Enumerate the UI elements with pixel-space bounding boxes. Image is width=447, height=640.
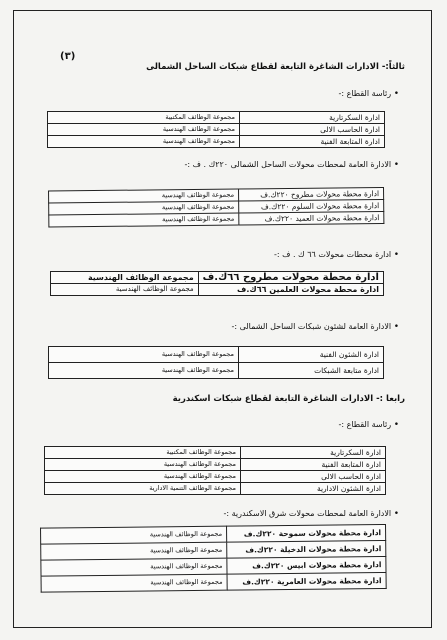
group-6-table <box>40 524 387 593</box>
department-name: ادارة محطة محولات ابيس ٢٢٠ك.ف <box>227 557 386 575</box>
department-name: ادارة السكرتارية <box>240 112 385 124</box>
page-number: (٣) <box>60 51 76 62</box>
job-group: مجموعة الوظائف المكتبية <box>48 112 240 124</box>
department-name: ادارة محطة محولات الدخيلة ٢٢٠ك.ف <box>227 541 386 559</box>
table-row <box>45 483 386 495</box>
group-1-table <box>47 111 385 148</box>
department-name: ادارة الشئون الفنية <box>239 347 384 363</box>
bullet-icon: • <box>393 89 399 99</box>
job-group: مجموعة الوظائف الهندسية <box>45 459 241 471</box>
table-row <box>48 112 385 124</box>
section-4-title: رابعا :- الادارات الشاغرة التابعة لقطاع شبكات اسكندرية <box>172 394 405 404</box>
table-row <box>51 284 384 296</box>
department-name: ادارة الشئون الادارية <box>241 483 386 495</box>
department-name: ادارة محطة محولات العلمين ٦٦ك.ف <box>198 284 383 296</box>
table-row <box>51 272 384 284</box>
group-4-title: • الادارة العامة لشئون شبكات الساحل الشمالى :- <box>231 322 399 332</box>
group-5-title: • رئاسة القطاع :- <box>338 420 399 430</box>
job-group: مجموعة الوظائف الهندسية <box>49 347 239 363</box>
job-group: مجموعة الوظائف الهندسية <box>41 574 227 592</box>
job-group: مجموعة الوظائف الهندسية <box>49 189 239 203</box>
table-row <box>45 459 386 471</box>
job-group: مجموعة الوظائف الهندسية <box>51 284 199 296</box>
table-row <box>41 573 386 593</box>
job-group: مجموعة الوظائف التنمية الادارية <box>45 483 241 495</box>
department-name: ادارة الحاسب الالى <box>241 471 386 483</box>
bullet-icon: • <box>393 322 399 332</box>
table-row <box>45 447 386 459</box>
department-name: ادارة المتابعة الفنية <box>240 136 385 148</box>
department-name: ادارة المتابعة الفنية <box>241 459 386 471</box>
group-6-title: • الادارة العامة لمحطات محولات شرق الاسكندرية :- <box>223 509 399 519</box>
table-row <box>49 363 384 379</box>
department-name: ادارة محطة محولات مطروح ٦٦ك.ف <box>198 272 383 284</box>
job-group: مجموعة الوظائف الهندسية <box>45 471 241 483</box>
department-name: ادارة محطة محولات العامرية ٢٢٠ك.ف <box>227 573 386 591</box>
job-group: مجموعة الوظائف الهندسية <box>41 526 227 544</box>
table-row <box>45 471 386 483</box>
job-group: مجموعة الوظائف الهندسية <box>41 558 227 576</box>
bullet-icon: • <box>393 420 399 430</box>
bullet-icon: • <box>393 250 399 260</box>
department-name: ادارة السكرتارية <box>241 447 386 459</box>
department-name: ادارة محطة محولات سموحة ٢٢٠ك.ف <box>227 525 386 543</box>
department-name: ادارة الحاسب الالى <box>240 124 385 136</box>
job-group: مجموعة الوظائف الهندسية <box>51 272 199 284</box>
group-4-table <box>48 346 384 379</box>
table-row <box>49 347 384 363</box>
bullet-icon: • <box>393 509 399 519</box>
job-group: مجموعة الوظائف الهندسية <box>48 124 240 136</box>
table-row <box>48 124 385 136</box>
job-group: مجموعة الوظائف الهندسية <box>48 136 240 148</box>
group-1-title: • رئاسة القطاع :- <box>338 89 399 99</box>
department-name: ادارة متابعة الشبكات <box>239 363 384 379</box>
job-group: مجموعة الوظائف الهندسية <box>49 201 239 215</box>
department-name: ادارة محطة محولات مطروح ٢٢٠ك.ف <box>239 188 384 202</box>
job-group: مجموعة الوظائف الهندسية <box>49 213 239 227</box>
job-group: مجموعة الوظائف المكتبية <box>45 447 241 459</box>
group-3-title: • ادارة محطات محولات ٦٦ ك . ف :- <box>274 250 399 260</box>
department-name: ادارة محطة محولات العميد ٢٢٠ك.ف <box>239 212 384 226</box>
section-3-title: ثالثاً:- الادارات الشاغرة التابعة لقطاع شبكات الساحل الشمالى <box>146 62 405 72</box>
job-group: مجموعة الوظائف الهندسية <box>49 363 239 379</box>
table-row <box>48 136 385 148</box>
job-group: مجموعة الوظائف الهندسية <box>41 542 227 560</box>
bullet-icon: • <box>393 160 399 170</box>
group-3-table <box>50 271 384 296</box>
group-5-table <box>44 446 386 495</box>
group-2-title: • الادارة العامة لمحطات محولات الساحل الشمالى ٢٢٠ك . ف :- <box>184 160 399 170</box>
group-2-table <box>48 187 384 228</box>
department-name: ادارة محطة محولات السلوم ٢٢٠ك.ف <box>239 200 384 214</box>
